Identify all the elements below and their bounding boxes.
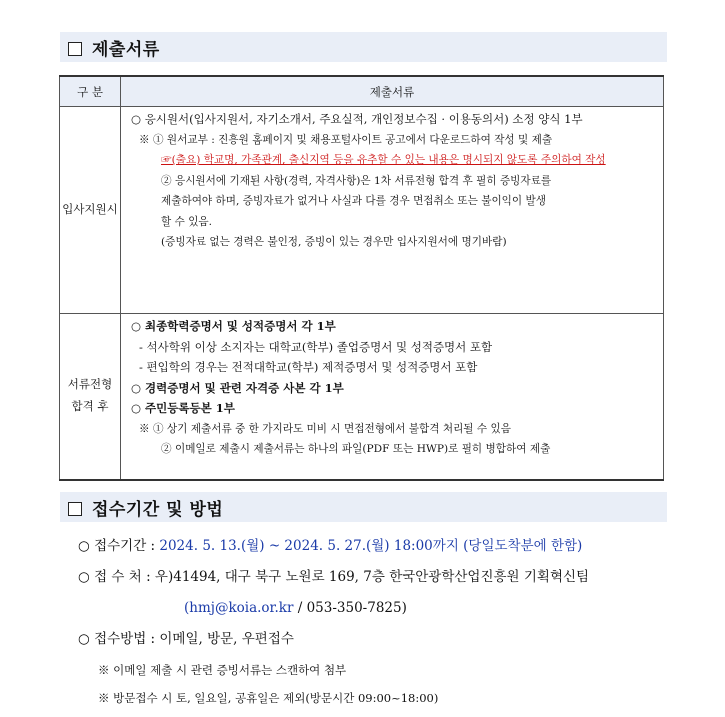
submission-period: [78, 534, 589, 565]
warning-note: ☞(출요) 학교명, 가족관계, 출신지역 등을 유추할 수 있는 내용은 명시되지 않도록 주의하여 작성: [161, 154, 606, 166]
list-item: - 석사학위 이상 소지자는 대학교(학부) 졸업증명서 및 성적증명서 포함: [139, 339, 493, 354]
contact-separator: /: [293, 600, 307, 616]
note-email: ※ 이메일 제출 시 관련 증빙서류는 스캔하여 첨부: [98, 663, 347, 677]
address-label: ○ 접 수 처 :: [78, 569, 155, 585]
header-documents: 제출서류: [121, 76, 664, 107]
contact-email-link[interactable]: (hmj@koia.or.kr: [184, 600, 294, 616]
list-item: ※ ① 원서교부 : 진흥원 홈페이지 및 채용포털사이트 공고에서 다운로드하여 작성 및 제출: [139, 133, 553, 146]
row-label-line: 서류전형: [67, 377, 113, 392]
submission-method: ○ 접수방법 : 이메일, 방문, 우편접수: [78, 631, 294, 647]
list-item: ○ 응시원서(입사지원서, 자기소개서, 주요실적, 개인정보수집 · 이용동의서) 소정 양식 1부: [131, 112, 583, 126]
row-label-after-pass: [60, 314, 121, 480]
checkbox-square-icon: [68, 502, 82, 516]
section-title: 접수기간 및 방법: [92, 499, 224, 520]
section-header-submission: [60, 492, 667, 522]
submission-details: [78, 534, 589, 717]
row-label-application: 입사지원시: [60, 107, 121, 314]
list-item: 할 수 있음.: [161, 215, 213, 228]
note-visit: ※ 방문접수 시 토, 일요일, 공휴일은 제외(방문시간 09:00~18:00): [98, 691, 439, 705]
submission-address: [78, 565, 589, 596]
checkbox-square-icon: [68, 42, 82, 56]
section-header-documents: [60, 32, 667, 62]
contact-phone: 053-350-7825): [306, 600, 407, 616]
section-title: 제출서류: [92, 39, 160, 60]
list-item: 제출하여야 하며, 증빙자료가 없거나 사실과 다를 경우 면접취소 또는 불이익이 발생: [161, 195, 546, 207]
table-header-row: [60, 76, 664, 107]
list-item: ※ ① 상기 제출서류 중 한 가지라도 미비 시 면접전형에서 불합격 처리될 수 있음: [139, 422, 511, 435]
period-label: ○ 접수기간 :: [78, 538, 160, 554]
list-item: ○ 경력증명서 및 관련 자격증 사본 각 1부: [131, 380, 344, 395]
table-row: [60, 314, 664, 480]
period-value: 2024. 5. 13.(월) ~ 2024. 5. 27.(월) 18:00까지 (당일도착분에 한함): [159, 538, 583, 554]
documents-table: [59, 75, 664, 481]
address-value: 우)41494, 대구 북구 노원로 169, 7층 한국안광학산업진흥원 기획혁신팀: [154, 569, 590, 585]
list-item: ○ 주민등록등본 1부: [131, 401, 235, 415]
row-content-after-pass: [121, 314, 664, 480]
submission-contact: [78, 596, 589, 627]
list-item: ○ 최종학력증명서 및 성적증명서 각 1부: [131, 319, 336, 333]
table-row: [60, 107, 664, 314]
row-content-application: [121, 107, 664, 314]
header-category: 구 분: [60, 76, 121, 107]
row-label-line: 합격 후: [71, 399, 109, 414]
list-item: (증빙자료 없는 경력은 불인정, 증빙이 있는 경우만 입사지원서에 명기바람): [161, 236, 507, 248]
list-item: - 편입학의 경우는 전적대학교(학부) 제적증명서 및 성적증명서 포함: [139, 360, 478, 374]
list-item: ② 이메일로 제출시 제출서류는 하나의 파일(PDF 또는 HWP)로 필히 병합하여 제출: [161, 443, 551, 455]
list-item: ② 응시원서에 기재된 사항(경력, 자격사항)은 1차 서류전형 합격 후 필히 증빙자료를: [161, 174, 552, 187]
